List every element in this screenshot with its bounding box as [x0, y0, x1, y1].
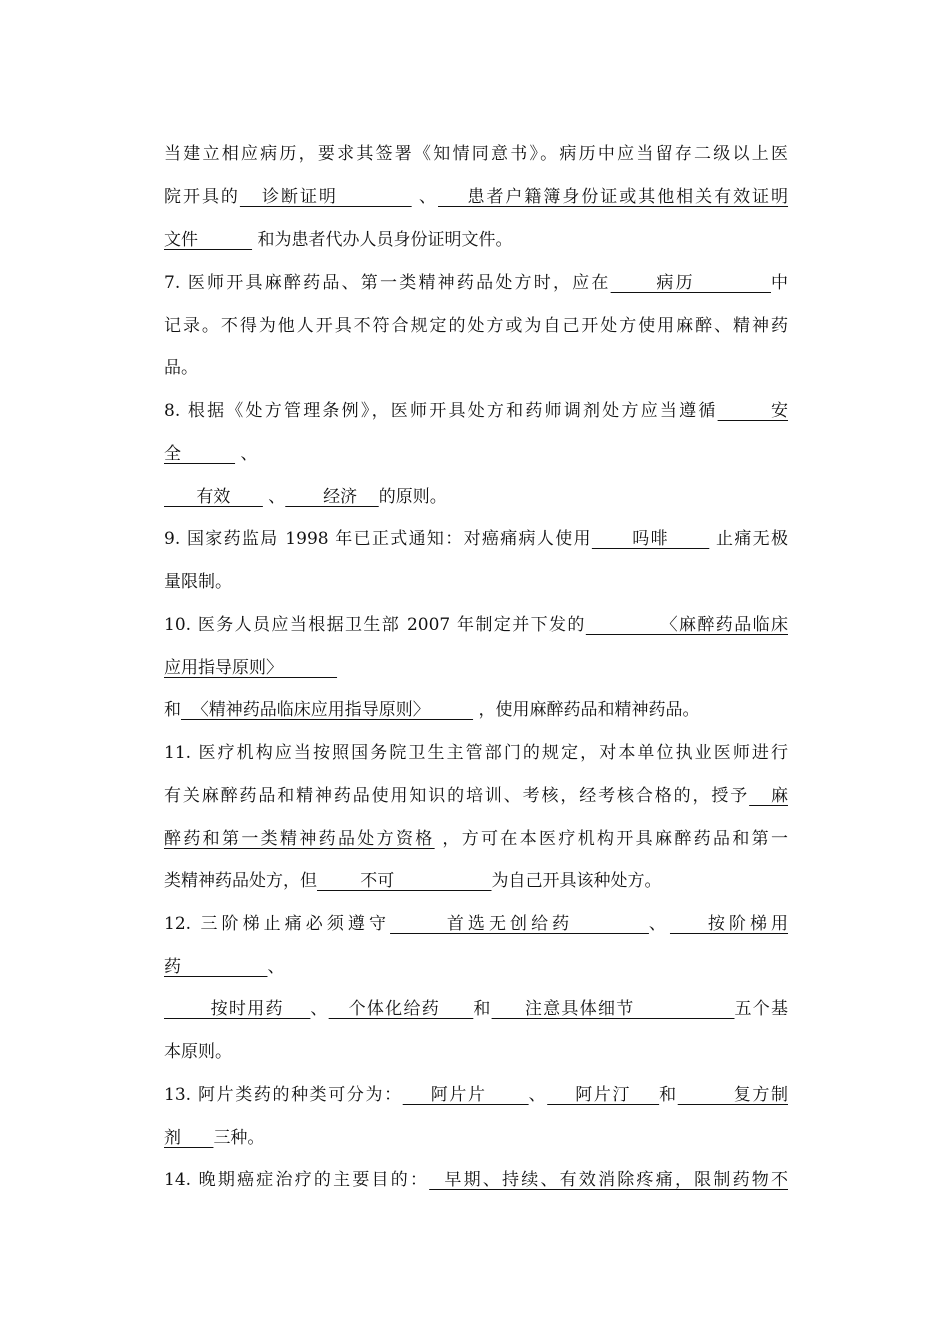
answer-blank: 患者户籍簿身份证或其他相关有效证明: [438, 187, 789, 207]
text: 有关麻醉药品和精神药品使用知识的培训、考核，经考核合格的，授予: [164, 786, 750, 806]
text: 13. 阿片类药的种类可分为：: [164, 1085, 403, 1105]
answer-blank: 吗啡: [591, 529, 710, 549]
text-line-10: [164, 526, 788, 552]
answer-blank: 早期、持续、有效消除疼痛，限制药物不: [429, 1170, 788, 1190]
text-line-14: [164, 697, 788, 723]
answer-blank: 有效: [164, 487, 263, 507]
text: 、: [411, 187, 438, 207]
text: 量限制。: [164, 572, 232, 592]
answer-blank: 剂: [164, 1128, 214, 1148]
text: 类精神药品处方，但: [164, 871, 317, 891]
text-line-20: [164, 954, 788, 980]
answer-blank: 〈麻醉药品临床: [585, 615, 788, 635]
text: 7. 医师开具麻醉药品、第一类精神药品处方时，应在: [164, 273, 611, 293]
answer-blank: 〈精神药品临床应用指导原则〉: [181, 700, 474, 720]
text-line-12: [164, 612, 788, 638]
text-line-23: [164, 1082, 788, 1108]
answer-blank: 醉药和第一类精神药品处方资格: [164, 829, 435, 849]
text: 本原则。: [164, 1042, 232, 1062]
answer-blank: 文件: [164, 230, 253, 250]
answer-blank: 按时用药: [164, 999, 311, 1019]
text: 品。: [164, 358, 198, 378]
text-line-1: [164, 141, 788, 167]
text-line-11: [164, 569, 788, 595]
answer-blank: 麻: [749, 786, 788, 806]
text: 当建立相应病历，要求其签署《知情同意书》。病历中应当留存二级以上医: [164, 144, 788, 164]
text-line-6: [164, 355, 788, 381]
text: 11. 医疗机构应当按照国务院卫生主管部门的规定，对本单位执业医师进行: [164, 743, 788, 763]
text: 14. 晚期癌症治疗的主要目的：: [164, 1170, 430, 1190]
answer-blank: 首选无创给药: [390, 914, 649, 934]
text-line-13: [164, 655, 788, 681]
text: 8. 根据《处方管理条例》，医师开具处方和药师调剂处方应当遵循: [164, 401, 718, 421]
text-line-16: [164, 783, 788, 809]
text-line-15: [164, 740, 788, 766]
text-line-22: [164, 1039, 788, 1065]
answer-blank: 病历: [610, 273, 771, 293]
text: 12. 三阶梯止痛必须遵守: [164, 914, 391, 934]
text: 中: [771, 273, 788, 293]
text-line-25: [164, 1167, 788, 1193]
text: ，使用麻醉药品和精神药品。: [473, 700, 700, 720]
text: 、: [235, 444, 258, 464]
text-line-18: [164, 868, 788, 894]
answer-blank: 复方制: [677, 1085, 788, 1105]
text: 记录。不得为他人开具不符合规定的处方或为自己开处方使用麻醉、精神药: [164, 316, 788, 336]
text: 和为患者代办人员身份证明文件。: [252, 230, 513, 250]
answer-blank: 个体化给药: [328, 999, 474, 1019]
text: 、: [528, 1085, 548, 1105]
answer-blank: 诊断证明: [239, 187, 412, 207]
text: 10. 医务人员应当根据卫生部 2007 年制定并下发的: [164, 615, 586, 635]
answer-blank: 经济: [285, 487, 379, 507]
text: 、: [262, 487, 286, 507]
text: 止痛无极: [709, 529, 789, 549]
text-line-8: [164, 441, 788, 467]
text: 为自己开具该种处方。: [491, 871, 662, 891]
text: 9. 国家药监局 1998 年已正式通知：对癌痛病人使用: [164, 529, 592, 549]
text-line-5: [164, 313, 788, 339]
text-line-2: [164, 184, 788, 210]
answer-blank: 不可: [317, 871, 492, 891]
text-line-9: [164, 484, 788, 510]
answer-blank: 全: [164, 444, 236, 464]
answer-blank: 阿片片: [402, 1085, 529, 1105]
text: 五个基: [734, 999, 789, 1019]
text: 、: [648, 914, 670, 934]
answer-blank: 应用指导原则〉: [164, 658, 338, 678]
text: 和: [659, 1085, 678, 1105]
text-line-4: [164, 270, 788, 296]
answer-blank: 注意具体细节: [491, 999, 735, 1019]
text-line-19: [164, 911, 788, 937]
text-line-21: [164, 996, 788, 1022]
text: 院开具的: [164, 187, 240, 207]
text-line-24: [164, 1125, 788, 1151]
text: ，方可在本医疗机构开具麻醉药品和第一: [434, 829, 789, 849]
text-line-17: [164, 826, 788, 852]
text: 三种。: [213, 1128, 265, 1148]
answer-blank: 阿片汀: [547, 1085, 660, 1105]
answer-blank: 药: [164, 957, 268, 977]
text: 和: [473, 999, 492, 1019]
text: 的原则。: [378, 487, 447, 507]
text-line-7: [164, 398, 788, 424]
text: 和: [164, 700, 181, 720]
text-line-3: [164, 227, 788, 253]
text: 、: [310, 999, 329, 1019]
answer-blank: 安: [717, 401, 789, 421]
text: 、: [267, 957, 285, 977]
answer-blank: 按阶梯用: [669, 914, 789, 934]
